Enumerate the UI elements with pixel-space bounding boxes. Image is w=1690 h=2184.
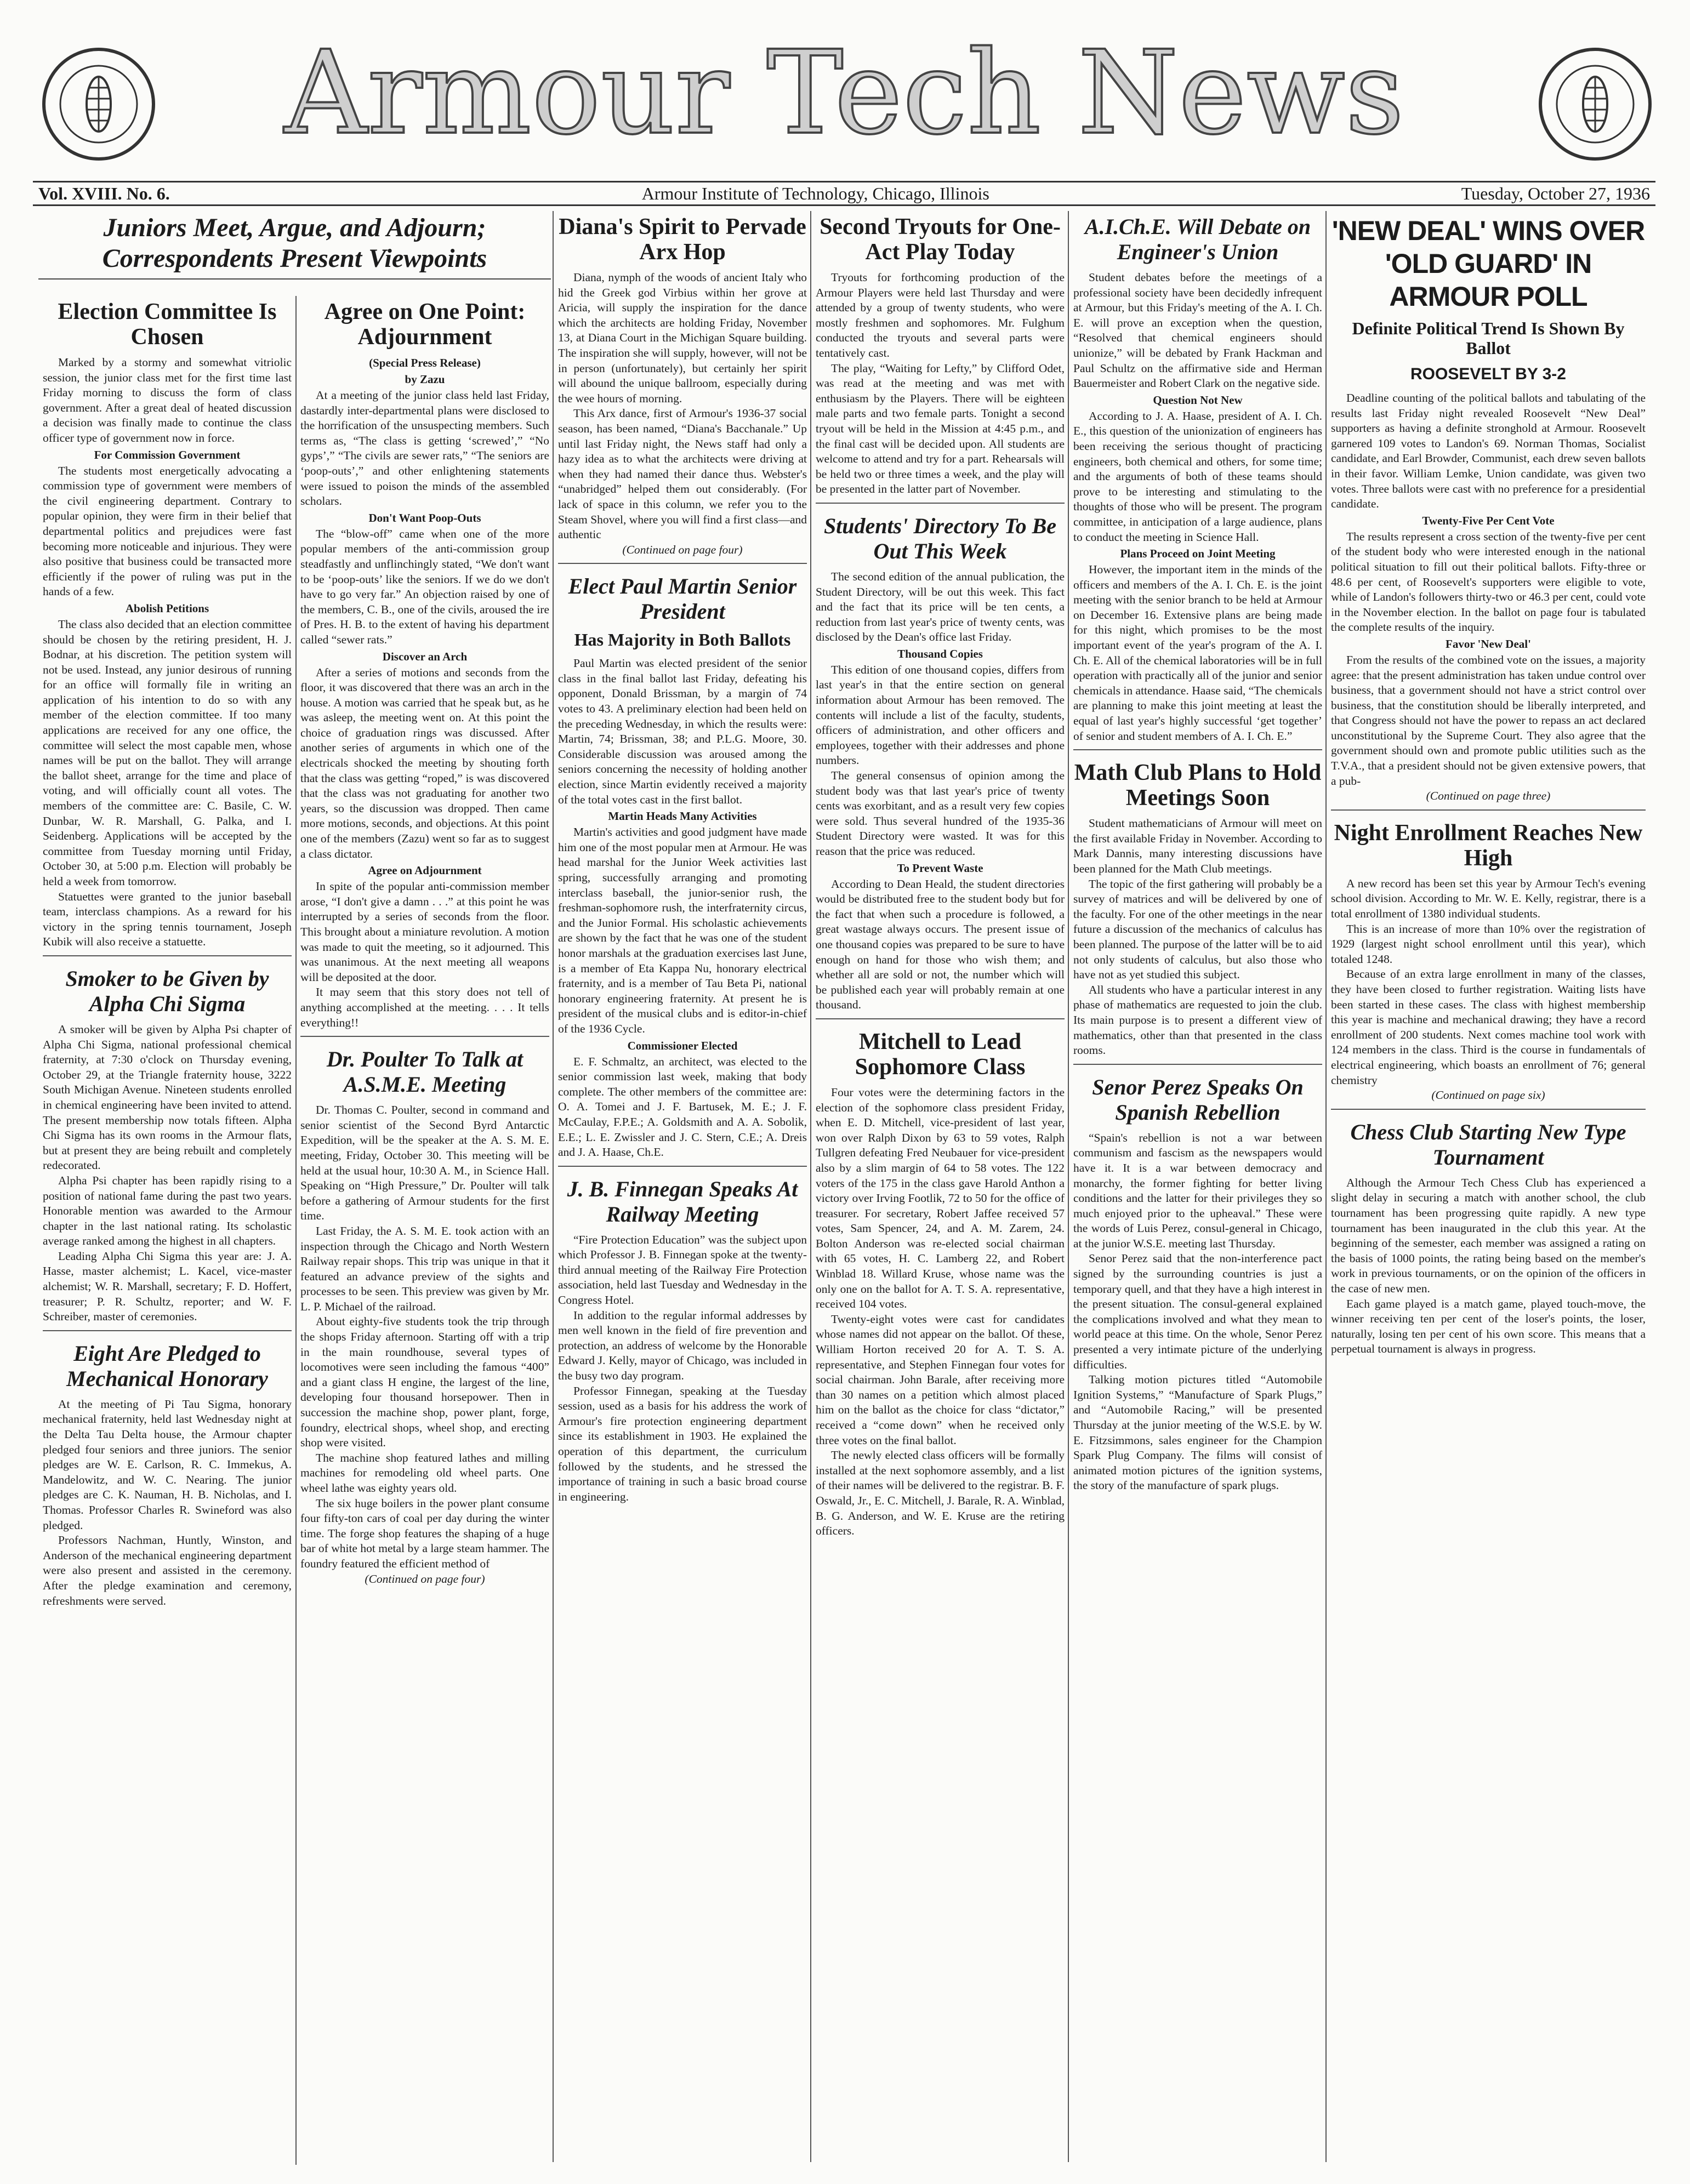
newspaper-title: Armour Tech News — [284, 26, 1404, 160]
headline: J. B. Finnegan Speaks At Railway Meeting — [567, 1176, 798, 1227]
paragraph: At the meeting of Pi Tau Sigma, honorary mechanical fraternity, held last Wednesday night at the Delta Tau Delta house, the Armour chapter pledged four seniors and three juniors. The senior pledges are W. E. Carlson, R. C. Immekus, A. Mandelowitz, and W. C. Nearing. The junior pledges are C. K. Nauman, H. B. Nicholas, and I. Thomas. Professor Charles R. Swineford was also pledged. — [43, 1397, 292, 1532]
subheading: Discover an Arch — [382, 649, 468, 663]
headline: Students' Directory To Be Out This Week — [823, 513, 1057, 563]
subheading: (Special Press Release) — [369, 356, 481, 369]
institute-seal-icon — [1535, 44, 1655, 164]
continued-note: (Continued on page three) — [1426, 789, 1551, 803]
paragraph: At a meeting of the junior class held last Friday, dastardly inter-departmental plans were disclosed to the horrification of the unsuspecting members. Such terms as, “The class is getting ‘screwed’,” “No gyps’,” “The civils are sewer rats,” “The seniors are ‘poop-outs’,” and other enlightening statements were issued to poison the minds of the assembled scholars. — [300, 389, 549, 508]
article — [1073, 760, 1322, 1065]
paragraph: This Arx dance, first of Armour's 1936-37 social season, has been named, “Diana's Bacchanale.” Up until last Friday night, the News staff had only a hazy idea as to what the architects were driving at when they had named their dance thus. Webster's “unabridged” helped them out considerably. (For lack of space in this column, we refer you to the Steam Shovel, where you will find a first class—and authentic — [558, 407, 807, 541]
subheading: For Commission Government — [94, 448, 241, 461]
subheading: Question Not New — [1153, 393, 1243, 407]
institution: Armour Institute of Technology, Chicago, Illinois — [641, 183, 989, 203]
paragraph: Four votes were the determining factors in the election of the sophomore class president Friday, when E. D. Mitchell, vice-president of last year, won over Ralph Dixon by 63 to 59 votes, Ralph Tullgren defeating Fred Neubauer for vice-president also by a slim margin of 64 to 58 votes. The 122 voters of the 175 in the class gave Harold Anthon a victory over Irving Footlik, 72 to 50 for the office of treasurer. For secretary, Robert Jaffee received 57 votes, Sam Spencer, 24, and A. M. Zarem, 24. Bolton Anderson was re-elected social chairman with 65 votes, H. C. Lamberg 22, and Robert Winblad 18. Willard Kruse, whose name was the only one on the ballot for A. T. S. A. representative, received 104 votes. — [816, 1085, 1065, 1311]
article — [43, 299, 292, 956]
paragraph: Martin's activities and good judgment have made him one of the most popular men at Armour. He was head marshal for the Junior Week activities last spring, successfully arranging and promoting interclass baseball, the junior-senior rush, the freshman-sophomore rush, the interfraternity circus, and the Junior Formal. His scholastic achievements are shown by the fact that he was one of the student honor marshals at the graduation exercises last June, is a member of Eta Kappa Nu, honorary electrical fraternity, and is a member of Tau Beta Pi, national honorary engineering fraternity. At present he is president of the musical clubs and is editor-in-chief of the 1936 Cycle. — [558, 825, 807, 1035]
paragraph: “Fire Protection Education” was the subject upon which Professor J. B. Finnegan spoke at the twenty-third annual meeting of the Railway Fire Protection association, held last Tuesday and Wednesday in the Congress Hotel. — [558, 1233, 807, 1307]
continued-note: (Continued on page four) — [365, 1572, 485, 1586]
paragraph: “Spain's rebellion is not a war between communism and fascism as the newspapers would have it. It is a war between democracy and monarchy, the former fighting for better living conditions and the latter for their privileges they so much enjoyed prior to the upheaval.” These were the words of Luis Perez, consul-general in Chicago, at the junior W.S.E. meeting last Thursday. — [1073, 1131, 1322, 1250]
paragraph: The six huge boilers in the power plant consume four fifty-ton cars of coal per day during the winter time. The forge shop features the shaping of a huge bar of white hot metal by a large steam hammer. The foundry featured the efficient method of — [300, 1496, 549, 1570]
headline: Math Club Plans to Hold Meetings Soon — [1074, 760, 1322, 811]
paragraph: Diana, nymph of the woods of ancient Italy who hid the Greek god Virbius within her grove at Aricia, will supply the inspiration for the dance which the architects are holding Friday, November 13, at Diana Court in the Michigan Square building. The inspiration she will supply, however, will not be in person (unfortunately), but certainly her spirit will abound the unique ballroom, especially during the wee hours of morning. — [558, 271, 807, 405]
banner-headline — [38, 213, 551, 280]
article — [1331, 214, 1646, 811]
column-5 — [1069, 211, 1327, 2170]
paragraph: Senor Perez said that the non-interference pact signed by the surrounding countries is just a temporary quell, and that they have a high interest in the present situation. The consul-general explained the complications involved and what they mean to world peace at this time. On the whole, Senor Perez presented a very intimate picture of the underlying difficulties. — [1073, 1252, 1322, 1371]
headline: Dr. Poulter To Talk at A.S.M.E. Meeting — [326, 1047, 523, 1097]
paragraph: Deadline counting of the political ballots and tabulating of the results last Friday night revealed Roosevelt “New Deal” supporters as having a definite stronghold at Armour. Roosevelt garnered 109 votes to Landon's 69. Norman Thomas, Socialist candidate, and Earl Browder, Communist, each drew seven ballots in their favor. William Lemke, Union candidate, was given two votes. Three ballots were cast with no preference for a presidential candidate. — [1331, 391, 1646, 511]
subheading: Don't Want Poop-Outs — [368, 511, 481, 524]
paragraph: Alpha Psi chapter has been rapidly rising to a position of national fame during the past two years. Honorable mention was awarded to the Armour chapter in the last national rating. Its scholastic average ranked among the highest in all chapters. — [43, 1173, 292, 1248]
article — [43, 1341, 292, 1614]
article — [43, 966, 292, 1331]
subheading: Thousand Copies — [897, 647, 983, 660]
paragraph: The general consensus of opinion among the student body was that last year's price of twenty cents was exorbitant, and as a result very few copies were sold. Thus several hundred of the 1935-36 Student Directory were wasted. It was for this reason that the price was reduced. — [816, 769, 1065, 858]
subheading: Twenty-Five Per Cent Vote — [1422, 514, 1555, 527]
paragraph: E. F. Schmaltz, an architect, was elected to the senior commission last week, making that body complete. The other members of the committee are: O. A. Tomei and J. F. Bartusek, M. E.; J. F. McCaulay, F.P.E.; A. Goldsmith and A. A. Sobolik, E.E.; L. E. Zwissler and J. C. Stern, C.E.; A. Dreis and J. A. Haase, Ch.E. — [558, 1054, 807, 1159]
article — [558, 574, 807, 1166]
subheading: To Prevent Waste — [897, 861, 983, 875]
paragraph: Student debates before the meetings of a professional society have been decidedly infrequent at Armour, but this Friday's meeting of the A. I. Ch. E. will prove an exception when the question, “Resolved that chemical engineers should unionize,” will be debated by Frank Hackman and Paul Schultz on the affirmative side and Herman Bauermeister and Robert Clark on the negative side. — [1073, 271, 1322, 390]
paragraph: From the results of the combined vote on the issues, a majority agree: that the present administration has taken undue control over business, that a government should not have a strict control over business, that the constitution should be liberally interpreted, and that Congress should not have the power to repass an act declared unconstitutional by the Supreme Court. They also agree that the government should own and promote public utilities such as the T.V.A., that a president should not be given extensive powers, that a pub- — [1331, 653, 1646, 788]
column-2 — [296, 296, 554, 2170]
article — [816, 514, 1065, 1019]
paragraph: Paul Martin was elected president of the senior class in the final ballot last Friday, defeating his opponent, Donald Brissman, by a margin of 74 votes to 43. A preliminary election had been held on the preceding Wednesday, in which the results were: Martin, 74; Brissman, 38; and P.L.G. Moore, 30. Considerable discussion was aroused among the seniors concerning the necessity of holding another election, since Martin evidently received a majority of the total votes cast in the first ballot. — [558, 657, 807, 806]
subheading: Commissioner Elected — [627, 1039, 738, 1052]
paragraph: The results represent a cross section of the twenty-five per cent of the student body who were interested enough in the national political situation to fill out their political ballots. Fifty-three or 48.6 per cent, of Roosevelt's supporters were eligible to vote, while of Landon's followers thirty-two or 46.3 per cent, could vote in the November election. In the ballot on page four is tabulated the complete results of the inquiry. — [1331, 529, 1646, 634]
paragraph: Professor Finnegan, speaking at the Tuesday session, used as a basis for his address the work of Armour's fire protection engineering department since its establishment in 1903. He explained the operation of this department, the curriculum followed by the students, and he stressed the importance of training in such a basic broad course in engineering. — [558, 1384, 807, 1503]
paragraph: Although the Armour Tech Chess Club has experienced a slight delay in securing a match with another school, the club tournament has been progressing quite rapidly. A new type tournament has been inaugurated in the club this year. At the beginning of the semester, each member was assigned a rating on the basis of 1000 points, the rating being based on the member's work in previous tournaments, or on the opinion of the officers in the case of new men. — [1331, 1176, 1646, 1295]
continued-note: (Continued on page six) — [1431, 1088, 1545, 1102]
continued-note: (Continued on page four) — [622, 543, 743, 556]
paragraph: In addition to the regular informal addresses by men well known in the field of fire prevention and protection, an address of welcome by the Honorable Edward J. Kelly, mayor of Chicago, was included in the busy two day program. — [558, 1308, 807, 1383]
banner-line: Correspondents Present Viewpoints — [102, 244, 487, 273]
subheading: Favor 'New Deal' — [1446, 637, 1531, 651]
kicker-headline: ROOSEVELT BY 3-2 — [1410, 365, 1566, 383]
subheading: Plans Proceed on Joint Meeting — [1120, 547, 1276, 561]
column-3 — [554, 211, 811, 2170]
paragraph: Each game played is a match game, played touch-move, the winner receiving ten per cent of the loser's points, the loser, naturally, losing ten per cent of his own score. This means that a perpetual tournament is always in progress. — [1331, 1297, 1646, 1356]
article — [816, 214, 1065, 504]
deck-headline: Definite Political Trend Is Shown By Ballot — [1352, 318, 1625, 358]
headline: Smoker to be Given by Alpha Chi Sigma — [65, 966, 269, 1016]
headline: Second Tryouts for One-Act Play Today — [820, 214, 1061, 265]
subheading: Abolish Petitions — [125, 601, 209, 615]
deck-headline: Has Majority in Both Ballots — [574, 630, 791, 650]
subheading: by Zazu — [405, 373, 445, 386]
article — [1331, 820, 1646, 1110]
article — [816, 1029, 1065, 1544]
headline: A.I.Ch.E. Will Debate on Engineer's Union — [1084, 214, 1311, 264]
paragraph: Student mathematicians of Armour will meet on the first available Friday in November. According to Mark Dannis, many interesting discussions have been planned for the Math Club meetings. — [1073, 817, 1322, 875]
paragraph: The topic of the first gathering will probably be a survey of matrices and will be delivered by one of the faculty. For one of the other meetings in the near future a discussion of the mechanics of calculus has been planned. The purpose of the latter will be to aid not only students of calculus, but also those who have not as yet studied this subject. — [1073, 877, 1322, 982]
paragraph: It may seem that this story does not tell of anything accomplished at the meeting. . . . It tells everything!! — [300, 985, 549, 1029]
paragraph: All students who have a particular interest in any phase of mathematics are requested to join the club. Its main purpose is to present a different view of mathematics, other than that presented in the class rooms. — [1073, 983, 1322, 1057]
paragraph: The class also decided that an election committee should be chosen by the retiring president, H. J. Bodnar, at his discretion. The petition system will not be used. Instead, any junior desirous of running for an office will formally file in writing an application of his intention to do so with any member of the election committee. If too many applications are received for any one office, the committee will select the most capable men, whose names will be put on the ballot. They will arrange the ballot sheet, arrange for the time and place of voting, and will officially count all votes. The members of the committee are: C. Basile, C. W. Dunbar, W. R. Marshall, G. Palka, and I. Seidenberg. Applications will be accepted by the committee from Tuesday morning until Friday, October 30, at 5:00 p.m. Election will probably be held a week from tomorrow. — [43, 617, 292, 888]
paragraph: Twenty-eight votes were cast for candidates whose names did not appear on the ballot. Of these, William Horton received 20 for A. T. S. A. representative, and Stephen Finnegan four votes for social chairman. John Barale, after receiving more than 30 names on a petition which almost placed him on the ballot as the choice for class “dictator,” received a “come down” when he received only three votes on the final ballot. — [816, 1312, 1065, 1447]
volume-number: Vol. XVIII. No. 6. — [38, 183, 170, 203]
paragraph: The machine shop featured lathes and milling machines for remodeling old wheel parts. One wheel lathe was eighty years old. — [300, 1451, 549, 1495]
headline: Night Enrollment Reaches New High — [1334, 820, 1643, 871]
paragraph: Dr. Thomas C. Poulter, second in command and senior scientist of the Second Byrd Antarctic Expedition, will be the speaker at the A. S. M. E. meeting, Friday, October 30. This meeting will be held at the usual hour, 10:30 A. M., in Science Hall. Speaking on “High Pressure,” Dr. Poulter will talk before a gathering of Armour students for the first time. — [300, 1103, 549, 1223]
paragraph: This edition of one thousand copies, differs from last year's in that the entire section on general information about Armour has been removed. The contents will include a list of the faculty, students, officers of administration, and other officers and employees, together with their addresses and phone numbers. — [816, 663, 1065, 767]
paragraph: Leading Alpha Chi Sigma this year are: J. A. Hasse, master alchemist; L. Kacel, vice-master alchemist; W. R. Marshall, secretary; F. D. Hoffert, treasurer; P. R. Schultz, reporter; and W. F. Schreiber, master of ceremonies. — [43, 1249, 292, 1324]
column-rule — [1068, 211, 1069, 2162]
subheading: Martin Heads Many Activities — [608, 809, 757, 823]
column-4 — [811, 211, 1069, 2170]
headline: Diana's Spirit to Pervade Arx Hop — [559, 214, 806, 265]
paragraph: A new record has been set this year by Armour Tech's evening school division. According to Mr. W. E. Kelly, registrar, there is a total enrollment of 1380 individual students. — [1331, 876, 1646, 921]
headline: 'NEW DEAL' WINS OVER 'OLD GUARD' IN ARMOUR POLL — [1331, 215, 1645, 312]
masthead — [0, 16, 1690, 175]
article — [1331, 1120, 1646, 1362]
column-1 — [38, 296, 296, 2170]
headline: Senor Perez Speaks On Spanish Rebellion — [1092, 1074, 1304, 1125]
headline: Eight Are Pledged to Mechanical Honorary — [66, 1341, 268, 1391]
article — [1073, 214, 1322, 750]
paragraph: According to J. A. Haase, president of A. I. Ch. E., this question of the unionization of engineers has been receiving the serious thought of practicing engineers, both chemical and others, for some time; and the arguments of both of these teams should prove to be interesting and stimulating to the thoughts of those who will be present. The program committee, in anticipation of a large audience, plans to conduct the meeting in Science Hall. — [1073, 409, 1322, 544]
article — [558, 214, 807, 564]
column-rule — [295, 296, 297, 2165]
paragraph: The students most energetically advocating a commission type of government were members of the civil engineering department. Contrary to popular opinion, they were firm in their belief that departmental politics and prejudices were fast becoming more noticeable and injurious. They were also positive that business could be transacted more efficiently if the power of ruling was put in the hands of a few. — [43, 464, 292, 598]
headline: Agree on One Point: Adjournment — [324, 299, 526, 350]
paragraph: Last Friday, the A. S. M. E. took action with an inspection through the Chicago and North Western Railway repair shops. This trip was unique in that it featured an advance preview of the sights and processes to be seen. This preview was given by Mr. L. P. Michael of the railroad. — [300, 1224, 549, 1313]
article — [300, 299, 549, 1037]
column-rule — [553, 211, 554, 2162]
headline: Elect Paul Martin Senior President — [568, 574, 797, 624]
paragraph: A smoker will be given by Alpha Psi chapter of Alpha Chi Sigma, national professional chemical fraternity, at 7:30 o'clock on Thursday evening, October 29, at the Triangle fraternity house, 3222 South Michigan Avenue. Nineteen students enrolled in chemical engineering have been invited to attend. The present membership now totals fifteen. Alpha Chi Sigma has its own rooms in the Armour flats, but at present they are being rebuilt and completely redecorated. — [43, 1022, 292, 1172]
column-6 — [1327, 211, 1650, 2170]
dateline — [33, 181, 1655, 206]
banner-line: Juniors Meet, Argue, and Adjourn; — [103, 213, 486, 242]
headline: Election Committee Is Chosen — [58, 299, 277, 350]
column-rule — [810, 211, 811, 2162]
paragraph: However, the important item in the minds of the officers and members of the A. I. Ch. E. is the joint meeting with the senior branch to be held at Armour on December 16. Extensive plans are being made for this night, which promises to be the most important event of the year's program of the A. I. Ch. E. All of the chemical laboratories will be in full operation with practically all of the junior and senior chemicals in attendance. Haase said, “The chemicals are planning to make this joint meeting at least the equal of last year's highly successful ‘get together’ of senior and student members of A. I. Ch. E.” — [1073, 563, 1322, 743]
paragraph: The play, “Waiting for Lefty,” by Clifford Odet, was read at the meeting and was met with enthusiasm by the Players. There will be eighteen male parts and two female parts. Tonight a second tryout will be held in the Mission at 4:45 p.m., and the final cast will be decided upon. All students are welcome to attend and try for a part. Rehearsals will be held two or three times a week, and the play will be presented in the latter part of November. — [816, 361, 1065, 496]
article — [1073, 1075, 1322, 1499]
paragraph: Marked by a stormy and somewhat vitriolic session, the junior class met for the first time last Friday morning to discuss the form of class government. After a great deal of heated discussion a decision was finally made to continue the class officer type of government now in force. — [43, 356, 292, 444]
article — [558, 1177, 807, 1510]
paragraph: The “blow-off” came when one of the more popular members of the anti-commission group steadfastly and unflinchingly stated, “We don't want to be ‘poop-outs’ like the seniors. If we do we don't have to go very far.” An objection raised by one of the members, C. B., one of the civils, aroused the ire of Pres. H. B. to the extent of having his department called “sewer rats.” — [300, 527, 549, 646]
paragraph: Tryouts for forthcoming production of the Armour Players were held last Thursday and were attended by a group of twenty students, who were mostly freshmen and sophomores. Mr. Fulghum conducted the tryouts and several parts were tentatively cast. — [816, 271, 1065, 360]
paragraph: According to Dean Heald, the student directories would be distributed free to the student body but for the fact that when such a procedure is followed, a great wastage always occurs. The present issue of one thousand copies was prepared to be sure to have enough on hand for those who wish them; and whether all are sold or not, the number which will be published each year will probably remain at one thousand. — [816, 877, 1065, 1012]
paragraph: Talking motion pictures titled “Automobile Ignition Systems,” “Manufacture of Spark Plugs,” and “Automobile Racing,” will be presented Thursday at the junior meeting of the W.S.E. by W. E. Fitzsimmons, sales engineer for the Champion Spark Plug Company. The films will consist of animated motion pictures of the ignition systems, the story of the manufacture of spark plugs. — [1073, 1373, 1322, 1492]
subheading: Agree on Adjournment — [368, 864, 482, 877]
headline: Mitchell to Lead Sophomore Class — [855, 1029, 1026, 1080]
institute-seal-icon — [38, 44, 159, 164]
paragraph: About eighty-five students took the trip through the shops Friday afternoon. Starting off with a trip in the main roundhouse, several types of locomotives were seen including the famous “400” and a giant class H engine, the largest of the line, developing four thousand horsepower. Then in succession the machine shop, power plant, forge, foundry, electrical shops, wheel shop, and erecting shop were visited. — [300, 1315, 549, 1450]
paragraph: Professors Nachman, Huntly, Winston, and Anderson of the mechanical engineering department were also present and assisted in the ceremony. After the pledge examination and ceremony, refreshments were served. — [43, 1533, 292, 1607]
paragraph: This is an increase of more than 10% over the registration of 1929 (largest night school enrollment until this year), which totaled 1248. — [1331, 922, 1646, 966]
paragraph: The second edition of the annual publication, the Student Directory, will be out this week. This fact and the fact that its price will be ten cents, a reduction from last year's price of twenty cents, was disclosed by the Dean's office last Friday. — [816, 569, 1065, 644]
column-rule — [1325, 211, 1327, 2162]
issue-date: Tuesday, October 27, 1936 — [1461, 183, 1650, 203]
paragraph: After a series of motions and seconds from the floor, it was discovered that there was an arch in the house. A motion was carried that he speak but, as he was asleep, the meeting went on. At this point the choice of graduation rings was discussed. After another series of arguments in which one of the electricals shocked the meeting by shouting forth that the class was getting “roped,” is was discovered that the class was not graduating for another two years, so the discussion was dropped. Then came more motions, seconds, and objections. At this point one of the members (Zazu) went so far as to suggest a class dictator. — [300, 665, 549, 860]
headline: Chess Club Starting New Type Tournament — [1350, 1119, 1626, 1170]
paragraph: The newly elected class officers will be formally installed at the next sophomore assembly, and a list of their names will be delivered to the registrar. B. F. Oswald, Jr., E. C. Mitchell, J. Barale, R. A. Winblad, B. G. Anderson, and W. E. Kruse are the retiring officers. — [816, 1449, 1065, 1538]
paragraph: In spite of the popular anti-commission member arose, “I don't give a damn . . .” at this point he was interrupted by a series of seconds from the floor. This brought about a miniature revolution. A motion was made to quit the meeting, so it adjourned. This was unanimous. At the next meeting all weapons will be deposited at the door. — [300, 880, 549, 984]
paragraph: Statuettes were granted to the junior baseball team, interclass champions. As a reward for his victory in the spring tennis tournament, Joseph Kubik will also receive a statuette. — [43, 889, 292, 949]
article — [300, 1047, 549, 1592]
paragraph: Because of an extra large enrollment in many of the classes, they have been closed to further registration. Waiting lists have been started in these cases. The class with highest membership this year is machine and mechanical drawing; they have a record enrollment of 200 students. Next comes machine tool work with 124 members in the class. Third is the course in fundamentals of electrical engineering, which boasts an enrollment of 76; general chemistry — [1331, 967, 1646, 1087]
